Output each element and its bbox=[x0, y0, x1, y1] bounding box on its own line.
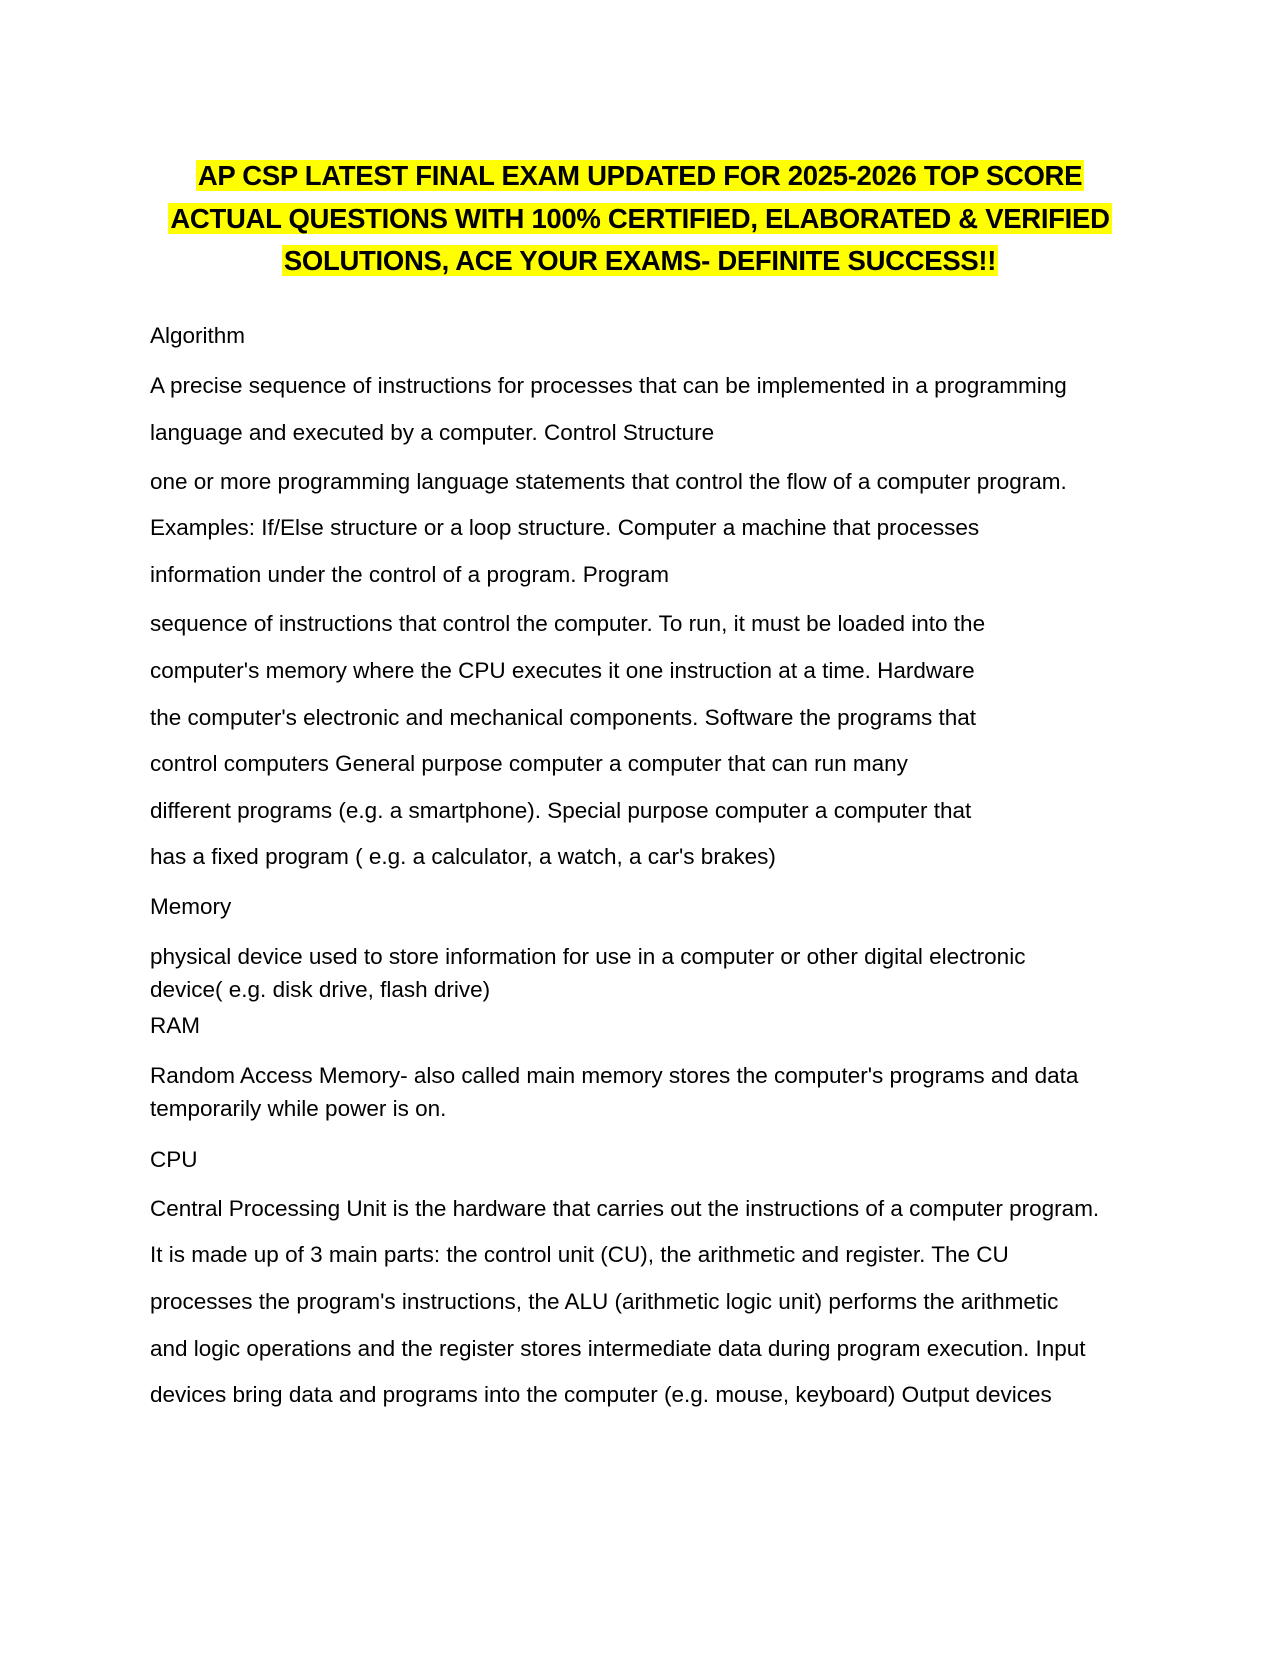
body-line: one or more programming language statements that control the flow of a computer program. bbox=[150, 469, 1067, 494]
body-line: has a fixed program ( e.g. a calculator, a watch, a car's brakes) bbox=[150, 844, 776, 869]
body-line: sequence of instructions that control the computer. To run, it must be loaded into the bbox=[150, 611, 986, 636]
body-line: A precise sequence of instructions for processes that can be implemented in a programming bbox=[150, 373, 1067, 398]
body-line: and logic operations and the register stores intermediate data during program execution. Input bbox=[150, 1336, 1086, 1361]
title-line: AP CSP LATEST FINAL EXAM UPDATED FOR 2025-2026 TOP SCORE bbox=[197, 160, 1083, 191]
body-line: computer's memory where the CPU executes it one instruction at a time. Hardware bbox=[150, 658, 975, 683]
body-line: Examples: If/Else structure or a loop structure. Computer a machine that processes bbox=[150, 515, 980, 540]
body-line: the computer's electronic and mechanical components. Software the programs that bbox=[150, 705, 976, 730]
term-heading: Memory bbox=[150, 894, 232, 919]
body-line: temporarily while power is on. bbox=[150, 1096, 447, 1121]
term-heading: Algorithm bbox=[150, 323, 246, 348]
body-line: physical device used to store information for use in a computer or other digital electronic bbox=[150, 944, 1026, 969]
body-line: control computers General purpose computer a computer that can run many bbox=[150, 751, 908, 776]
title-line: SOLUTIONS, ACE YOUR EXAMS- DEFINITE SUCCESS!! bbox=[283, 245, 997, 276]
document-title bbox=[130, 155, 1150, 283]
body-line: Random Access Memory- also called main memory stores the computer's programs and data bbox=[150, 1063, 1079, 1088]
body-line: processes the program's instructions, the ALU (arithmetic logic unit) performs the arithmetic bbox=[150, 1289, 1059, 1314]
body-line: Central Processing Unit is the hardware that carries out the instructions of a computer program. bbox=[150, 1196, 1100, 1221]
body-line: device( e.g. disk drive, flash drive) bbox=[150, 977, 491, 1002]
title-line: ACTUAL QUESTIONS WITH 100% CERTIFIED, ELABORATED & VERIFIED bbox=[170, 202, 1110, 234]
body-line: It is made up of 3 main parts: the control unit (CU), the arithmetic and register. The CU bbox=[150, 1242, 1009, 1267]
body-line: information under the control of a program. Program bbox=[150, 562, 670, 587]
body-line: language and executed by a computer. Control Structure bbox=[150, 420, 715, 445]
term-heading: RAM bbox=[150, 1013, 200, 1038]
body-line: devices bring data and programs into the computer (e.g. mouse, keyboard) Output devices bbox=[150, 1382, 1052, 1407]
body-line: different programs (e.g. a smartphone). Special purpose computer a computer that bbox=[150, 798, 972, 823]
term-heading: CPU bbox=[150, 1147, 198, 1172]
